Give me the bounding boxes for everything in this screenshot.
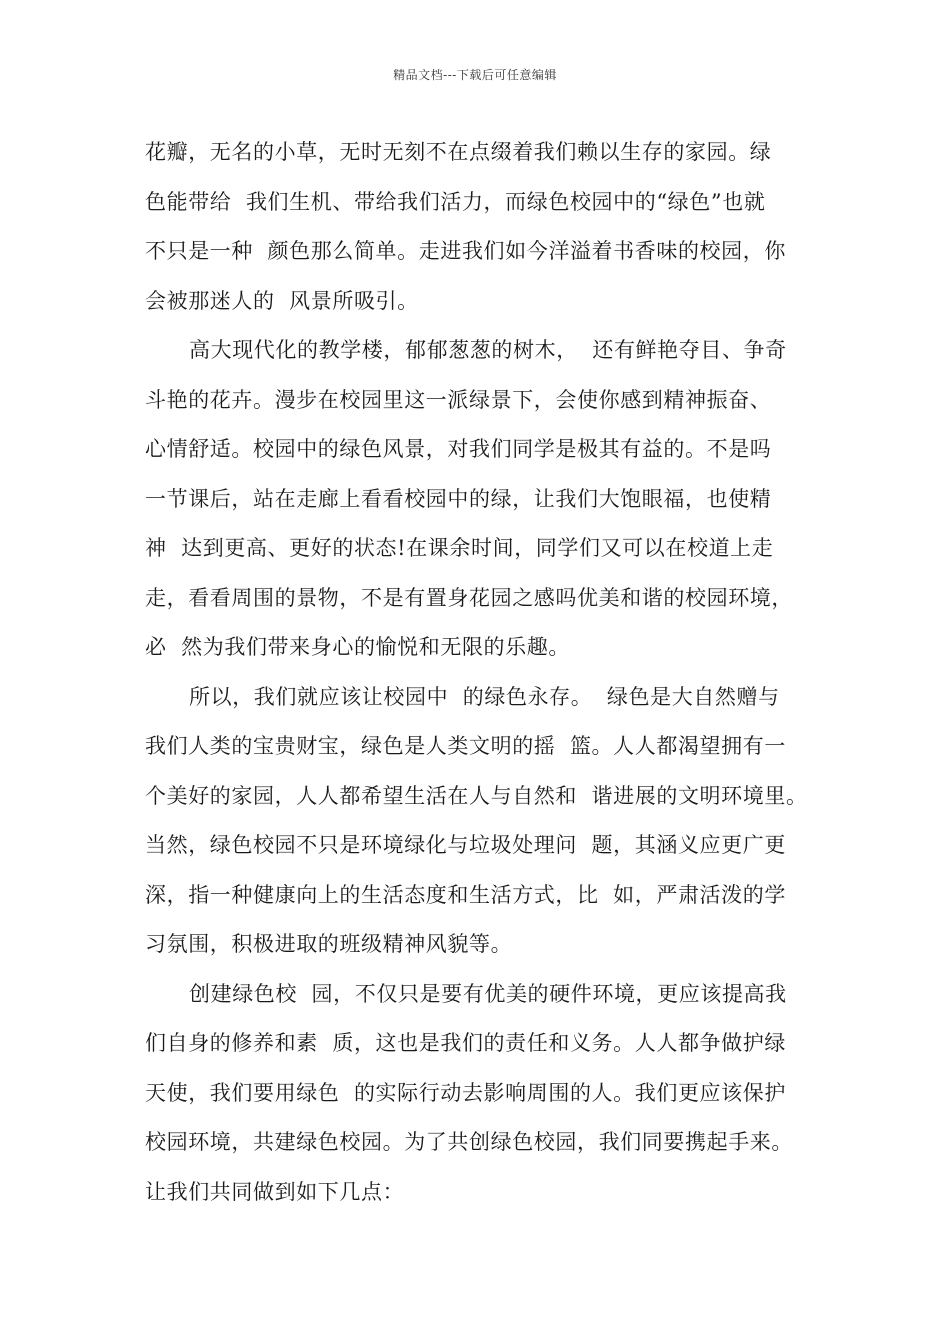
text-line: 不只是一种 颜色那么简单。走进我们如今洋溢着书香味的校园，你 [145,239,786,263]
text-line: 我们人类的宝贵财宝，绿色是人类文明的摇 篮。人人都渴望拥有一 [145,734,786,758]
document-body [145,128,825,1217]
text-line: 天使，我们要用绿色 的实际行动去影响周围的人。我们更应该保护 [145,1080,786,1105]
paragraph-first-line: 所以，我们就应该让校园中 的绿色永存。 绿色是大自然赠与 [189,684,780,709]
text-line: 走，看看周围的景物，不是有置身花园之感吗优美和谐的校园环境， [145,585,793,610]
text-line: 个美好的家园，人人都希望生活在人与自然和 谐进展的文明环境里。 [145,783,808,808]
paragraph-first-line: 高大现代化的教学楼，郁郁葱葱的树木， 还有鲜艳夺目、争奇 [189,338,787,362]
text-line: 必 然为我们带来身心的愉悦和无限的乐趣。 [145,635,570,659]
text-line: 心情舒适。校园中的绿色风景，对我们同学是极其有益的。不是吗 [145,437,772,461]
text-line: 花瓣，无名的小草，无时无刻不在点缀着我们赖以生存的家园。绿 [145,140,772,164]
text-line: 们自身的修养和素 质，这也是我们的责任和义务。人人都争做护绿 [145,1031,786,1055]
text-line: 色能带给 我们生机、带给我们活力，而绿色校园中的“绿色”也就 [145,189,766,214]
text-line: 斗艳的花卉。漫步在校园里这一派绿景下，会使你感到精神振奋、 [145,387,772,412]
text-line: 当然，绿色校园不只是环境绿化与垃圾处理问 题，其涵义应更广更 [145,833,786,857]
text-line: 一节课后，站在走廊上看看校园中的绿，让我们大饱眼福，也使精 [145,486,772,511]
text-line: 神 达到更高、更好的状态!在课余时间，同学们又可以在校道上走 [145,536,774,560]
page-header: 精品文档---下载后可任意编辑 [393,68,557,82]
paragraph-first-line: 创建绿色校 园，不仅只是要有优美的硬件环境，更应该提高我 [189,981,787,1006]
text-line: 会被那迷人的 风景所吸引。 [145,288,419,313]
text-line: 校园环境，共建绿色校园。为了共创绿色校园，我们同要携起手来。 [145,1130,793,1154]
text-line: 让我们共同做到如下几点： [145,1179,405,1204]
text-line: 习氛围，积极进取的班级精神风貌等。 [145,932,513,956]
text-line: 深，指一种健康向上的生活态度和生活方式，比 如，严肃活泼的学 [145,882,786,907]
